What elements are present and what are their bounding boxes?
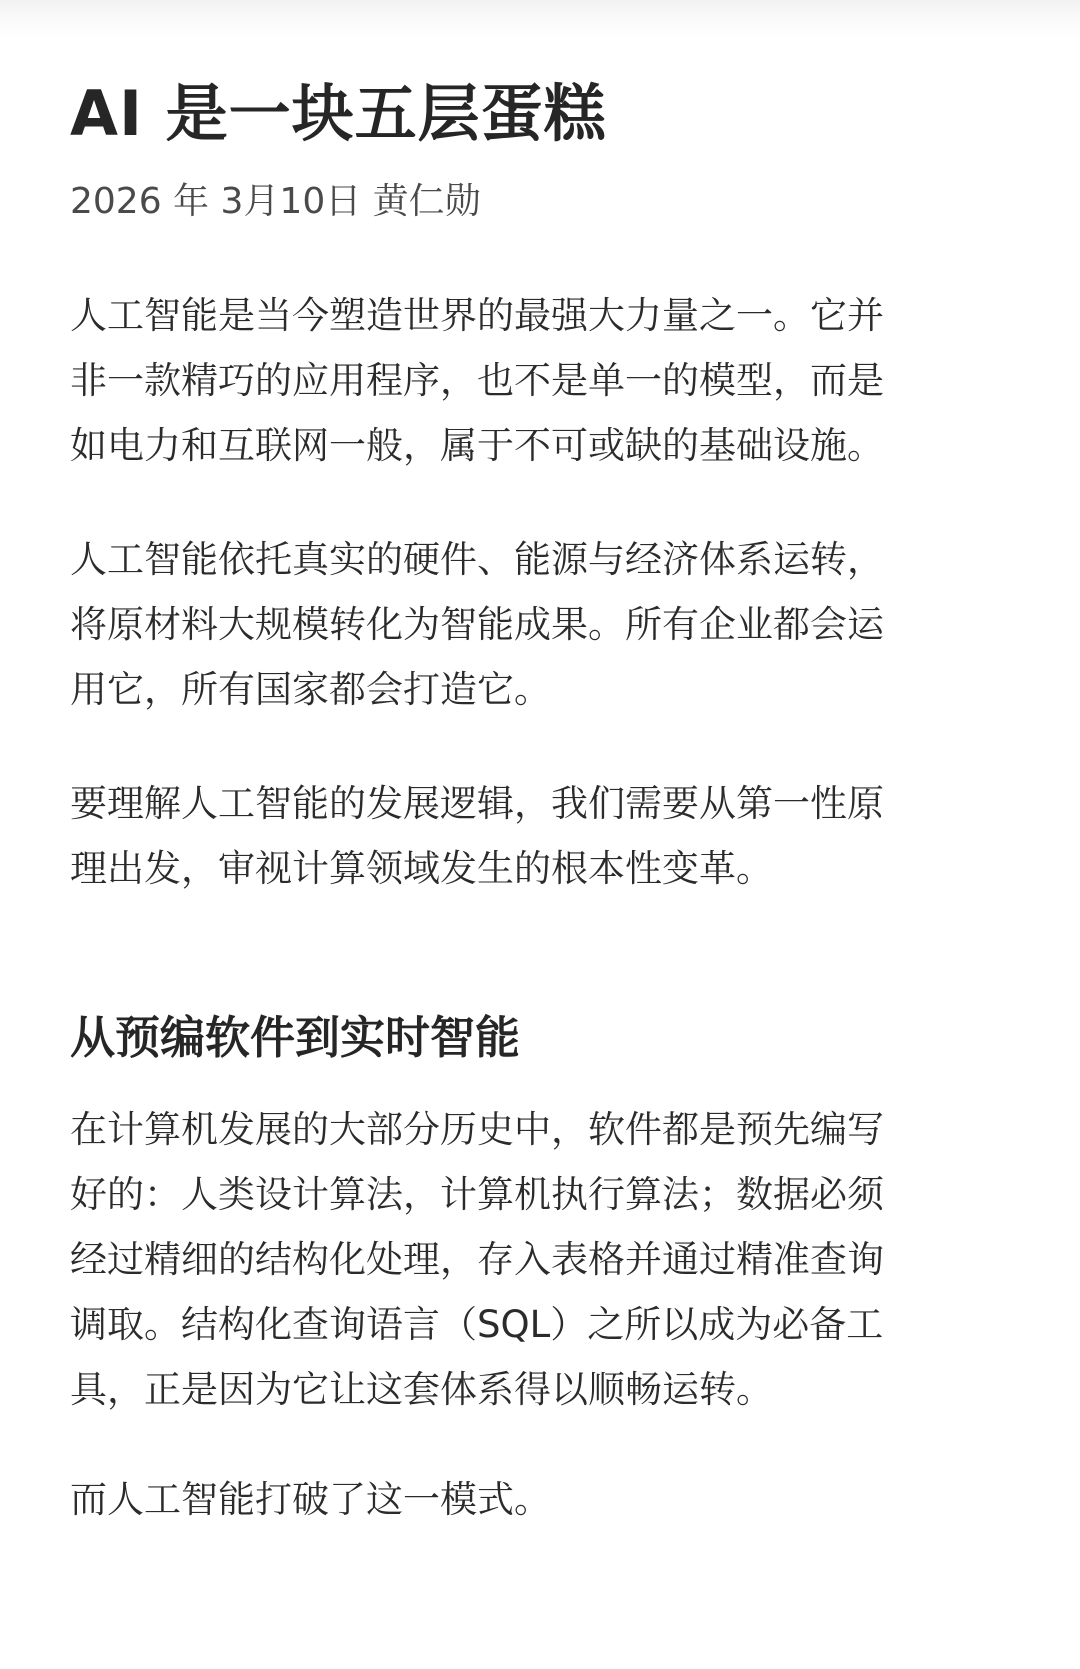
paragraph-line: 而人工智能打破了这一模式。 [70, 1478, 551, 1521]
paragraph-1 [70, 283, 1000, 478]
paragraph-line: 用它，所有国家都会打造它。 [70, 668, 551, 711]
paragraph-line: 理出发，审视计算领域发生的根本性变革。 [70, 847, 773, 890]
paragraph-line: 人工智能依托真实的硬件、能源与经济体系运转， [70, 538, 884, 581]
top-fade [0, 0, 1080, 40]
paragraph-line: 将原材料大规模转化为智能成果。所有企业都会运 [70, 603, 884, 646]
article-date: 2026 年 3月10日 [70, 181, 362, 222]
article-author: 黄仁勋 [372, 181, 481, 222]
paragraph-line: 非一款精巧的应用程序，也不是单一的模型，而是 [70, 359, 884, 402]
paragraph-line: 具，正是因为它让这套体系得以顺畅运转。 [70, 1368, 773, 1411]
section-paragraph-1 [70, 1097, 1000, 1422]
paragraph-line: 要理解人工智能的发展逻辑，我们需要从第一性原 [70, 782, 884, 825]
article-meta [70, 180, 481, 224]
paragraph-line: 在计算机发展的大部分历史中，软件都是预先编写 [70, 1108, 884, 1151]
paragraph-2 [70, 527, 1000, 722]
section-heading: 从预编软件到实时智能 [70, 1011, 521, 1064]
paragraph-line: 调取。结构化查询语言（SQL）之所以成为必备工 [70, 1303, 884, 1346]
paragraph-line: 好的：人类设计算法，计算机执行算法；数据必须 [70, 1173, 884, 1216]
paragraph-3 [70, 771, 1000, 901]
section-paragraph-2 [70, 1467, 1000, 1532]
paragraph-line: 经过精细的结构化处理，存入表格并通过精准查询 [70, 1238, 884, 1281]
paragraph-line: 人工智能是当今塑造世界的最强大力量之一。它并 [70, 294, 884, 337]
paragraph-line: 如电力和互联网一般，属于不可或缺的基础设施。 [70, 424, 884, 467]
article-title: AI 是一块五层蛋糕 [70, 77, 607, 150]
